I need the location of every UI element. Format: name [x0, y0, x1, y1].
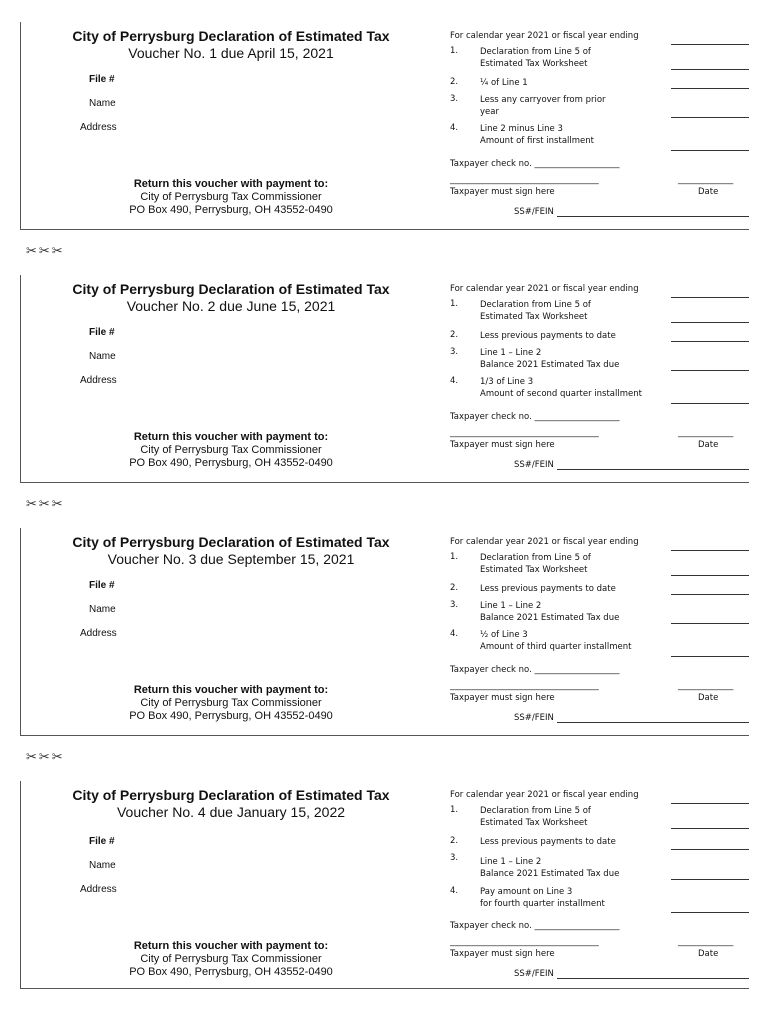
name-label: Name: [89, 351, 116, 362]
line-3-field[interactable]: [671, 370, 749, 371]
date-label: Date: [698, 187, 719, 197]
return-heading: Return this voucher with payment to:: [133, 940, 329, 952]
signature-line[interactable]: ___________________________________: [450, 428, 599, 438]
file-label: File #: [89, 74, 115, 85]
line-3-field[interactable]: [671, 117, 749, 118]
item-text: Declaration from Line 5 of Estimated Tax Worksheet: [480, 806, 591, 828]
item-number: 2.: [450, 836, 459, 846]
return-address: [21, 178, 441, 217]
return-address: [21, 431, 441, 470]
name-label: Name: [89, 860, 116, 871]
item-number: 4.: [450, 629, 459, 639]
voucher-4: [20, 781, 749, 989]
line-4-field[interactable]: [671, 656, 749, 657]
date-line[interactable]: _____________: [678, 937, 734, 947]
line-4-field[interactable]: [671, 912, 749, 913]
item-text: 1/3 of Line 3 Amount of second quarter installment: [480, 377, 642, 399]
voucher-subtitle: Voucher No. 1 due April 15, 2021: [128, 45, 334, 61]
return-line-1: City of Perrysburg Tax Commissioner: [140, 953, 322, 965]
return-heading: Return this voucher with payment to:: [133, 431, 329, 443]
voucher-subtitle: Voucher No. 3 due September 15, 2021: [107, 551, 355, 567]
line-2-field[interactable]: [671, 88, 749, 89]
ssn-field[interactable]: [557, 722, 749, 723]
item-number: 1.: [450, 46, 459, 56]
item-text: Line 2 minus Line 3 Amount of first installment: [480, 124, 594, 146]
item-number: 4.: [450, 886, 459, 896]
item-text: Less previous payments to date: [480, 584, 616, 594]
ssn-field[interactable]: [557, 216, 749, 217]
item-text: ¼ of Line 1: [480, 78, 528, 88]
must-sign: Taxpayer must sign here: [450, 693, 555, 703]
voucher-3: [20, 528, 749, 736]
file-label: File #: [89, 580, 115, 591]
line-2-field[interactable]: [671, 341, 749, 342]
must-sign: Taxpayer must sign here: [450, 440, 555, 450]
item-text: Line 1 – Line 2 Balance 2021 Estimated Tax due: [480, 348, 620, 370]
line-1-field[interactable]: [671, 322, 749, 323]
check-no[interactable]: Taxpayer check no. ____________________: [450, 159, 620, 169]
name-label: Name: [89, 604, 116, 615]
voucher-2: [20, 275, 749, 483]
scissors-icon: ✂✂✂: [26, 243, 65, 258]
item-number: 3.: [450, 853, 459, 863]
date-line[interactable]: _____________: [678, 428, 734, 438]
item-number: 4.: [450, 376, 459, 386]
voucher-title: City of Perrysburg Declaration of Estimated Tax: [72, 28, 390, 44]
item-text: Declaration from Line 5 of Estimated Tax Worksheet: [480, 47, 591, 69]
signature-line[interactable]: ___________________________________: [450, 937, 599, 947]
item-text: ½ of Line 3 Amount of third quarter installment: [480, 630, 632, 652]
line-2-field[interactable]: [671, 849, 749, 850]
return-line-2: PO Box 490, Perrysburg, OH 43552-0490: [129, 966, 333, 978]
item-number: 3.: [450, 94, 459, 104]
scissors-icon: ✂✂✂: [26, 496, 65, 511]
date-label: Date: [698, 440, 719, 450]
item-number: 1.: [450, 805, 459, 815]
line-1-field[interactable]: [671, 828, 749, 829]
return-heading: Return this voucher with payment to:: [133, 684, 329, 696]
return-line-1: City of Perrysburg Tax Commissioner: [140, 697, 322, 709]
ssn-field[interactable]: [557, 469, 749, 470]
date-label: Date: [698, 949, 719, 959]
line-1-field[interactable]: [671, 69, 749, 70]
item-number: 2.: [450, 583, 459, 593]
item-number: 2.: [450, 77, 459, 87]
ssn-label: SS#/FEIN: [514, 713, 554, 723]
fiscal-year-field[interactable]: [671, 550, 749, 551]
must-sign: Taxpayer must sign here: [450, 187, 555, 197]
signature-line[interactable]: ___________________________________: [450, 175, 599, 185]
line-3-field[interactable]: [671, 879, 749, 880]
item-text: Line 1 – Line 2 Balance 2021 Estimated Tax due: [480, 601, 620, 623]
item-number: 4.: [450, 123, 459, 133]
address-label: Address: [80, 375, 117, 386]
line-1-field[interactable]: [671, 575, 749, 576]
ssn-label: SS#/FEIN: [514, 460, 554, 470]
address-label: Address: [80, 884, 117, 895]
ssn-label: SS#/FEIN: [514, 207, 554, 217]
scissors-icon: ✂✂✂: [26, 749, 65, 764]
return-address: [21, 940, 441, 979]
voucher-title: City of Perrysburg Declaration of Estimated Tax: [72, 534, 390, 550]
item-number: 1.: [450, 299, 459, 309]
address-label: Address: [80, 628, 117, 639]
return-line-2: PO Box 490, Perrysburg, OH 43552-0490: [129, 710, 333, 722]
item-text: Declaration from Line 5 of Estimated Tax Worksheet: [480, 553, 591, 575]
item-number: 3.: [450, 600, 459, 610]
line-4-field[interactable]: [671, 150, 749, 151]
calendar-text: For calendar year 2021 or fiscal year ending: [450, 284, 639, 294]
signature-line[interactable]: ___________________________________: [450, 681, 599, 691]
item-text: Pay amount on Line 3 for fourth quarter installment: [480, 887, 605, 909]
return-line-1: City of Perrysburg Tax Commissioner: [140, 444, 322, 456]
item-text: Line 1 – Line 2 Balance 2021 Estimated Tax due: [480, 857, 620, 879]
line-2-field[interactable]: [671, 594, 749, 595]
return-line-2: PO Box 490, Perrysburg, OH 43552-0490: [129, 457, 333, 469]
item-text: Less any carryover from prior year: [480, 95, 606, 117]
fiscal-year-field[interactable]: [671, 803, 749, 804]
line-4-field[interactable]: [671, 403, 749, 404]
voucher-title: City of Perrysburg Declaration of Estimated Tax: [72, 787, 390, 803]
return-heading: Return this voucher with payment to:: [133, 178, 329, 190]
file-label: File #: [89, 327, 115, 338]
item-text: Less previous payments to date: [480, 837, 616, 847]
file-label: File #: [89, 836, 115, 847]
check-no[interactable]: Taxpayer check no. ____________________: [450, 412, 620, 422]
return-line-2: PO Box 490, Perrysburg, OH 43552-0490: [129, 204, 333, 216]
check-no[interactable]: Taxpayer check no. ____________________: [450, 921, 620, 931]
date-line[interactable]: _____________: [678, 681, 734, 691]
return-address: [21, 684, 441, 723]
date-line[interactable]: _____________: [678, 175, 734, 185]
item-number: 1.: [450, 552, 459, 562]
voucher-subtitle: Voucher No. 2 due June 15, 2021: [126, 298, 336, 314]
ssn-field[interactable]: [557, 978, 749, 979]
fiscal-year-field[interactable]: [671, 297, 749, 298]
item-number: 2.: [450, 330, 459, 340]
address-label: Address: [80, 122, 117, 133]
voucher-title: City of Perrysburg Declaration of Estimated Tax: [72, 281, 390, 297]
calendar-text: For calendar year 2021 or fiscal year ending: [450, 31, 639, 41]
check-no[interactable]: Taxpayer check no. ____________________: [450, 665, 620, 675]
must-sign: Taxpayer must sign here: [450, 949, 555, 959]
fiscal-year-field[interactable]: [671, 44, 749, 45]
calendar-text: For calendar year 2021 or fiscal year ending: [450, 790, 639, 800]
name-label: Name: [89, 98, 116, 109]
return-line-1: City of Perrysburg Tax Commissioner: [140, 191, 322, 203]
item-number: 3.: [450, 347, 459, 357]
voucher-subtitle: Voucher No. 4 due January 15, 2022: [116, 804, 346, 820]
calendar-text: For calendar year 2021 or fiscal year ending: [450, 537, 639, 547]
ssn-label: SS#/FEIN: [514, 969, 554, 979]
date-label: Date: [698, 693, 719, 703]
voucher-1: [20, 22, 749, 230]
item-text: Declaration from Line 5 of Estimated Tax Worksheet: [480, 300, 591, 322]
item-text: Less previous payments to date: [480, 331, 616, 341]
line-3-field[interactable]: [671, 623, 749, 624]
